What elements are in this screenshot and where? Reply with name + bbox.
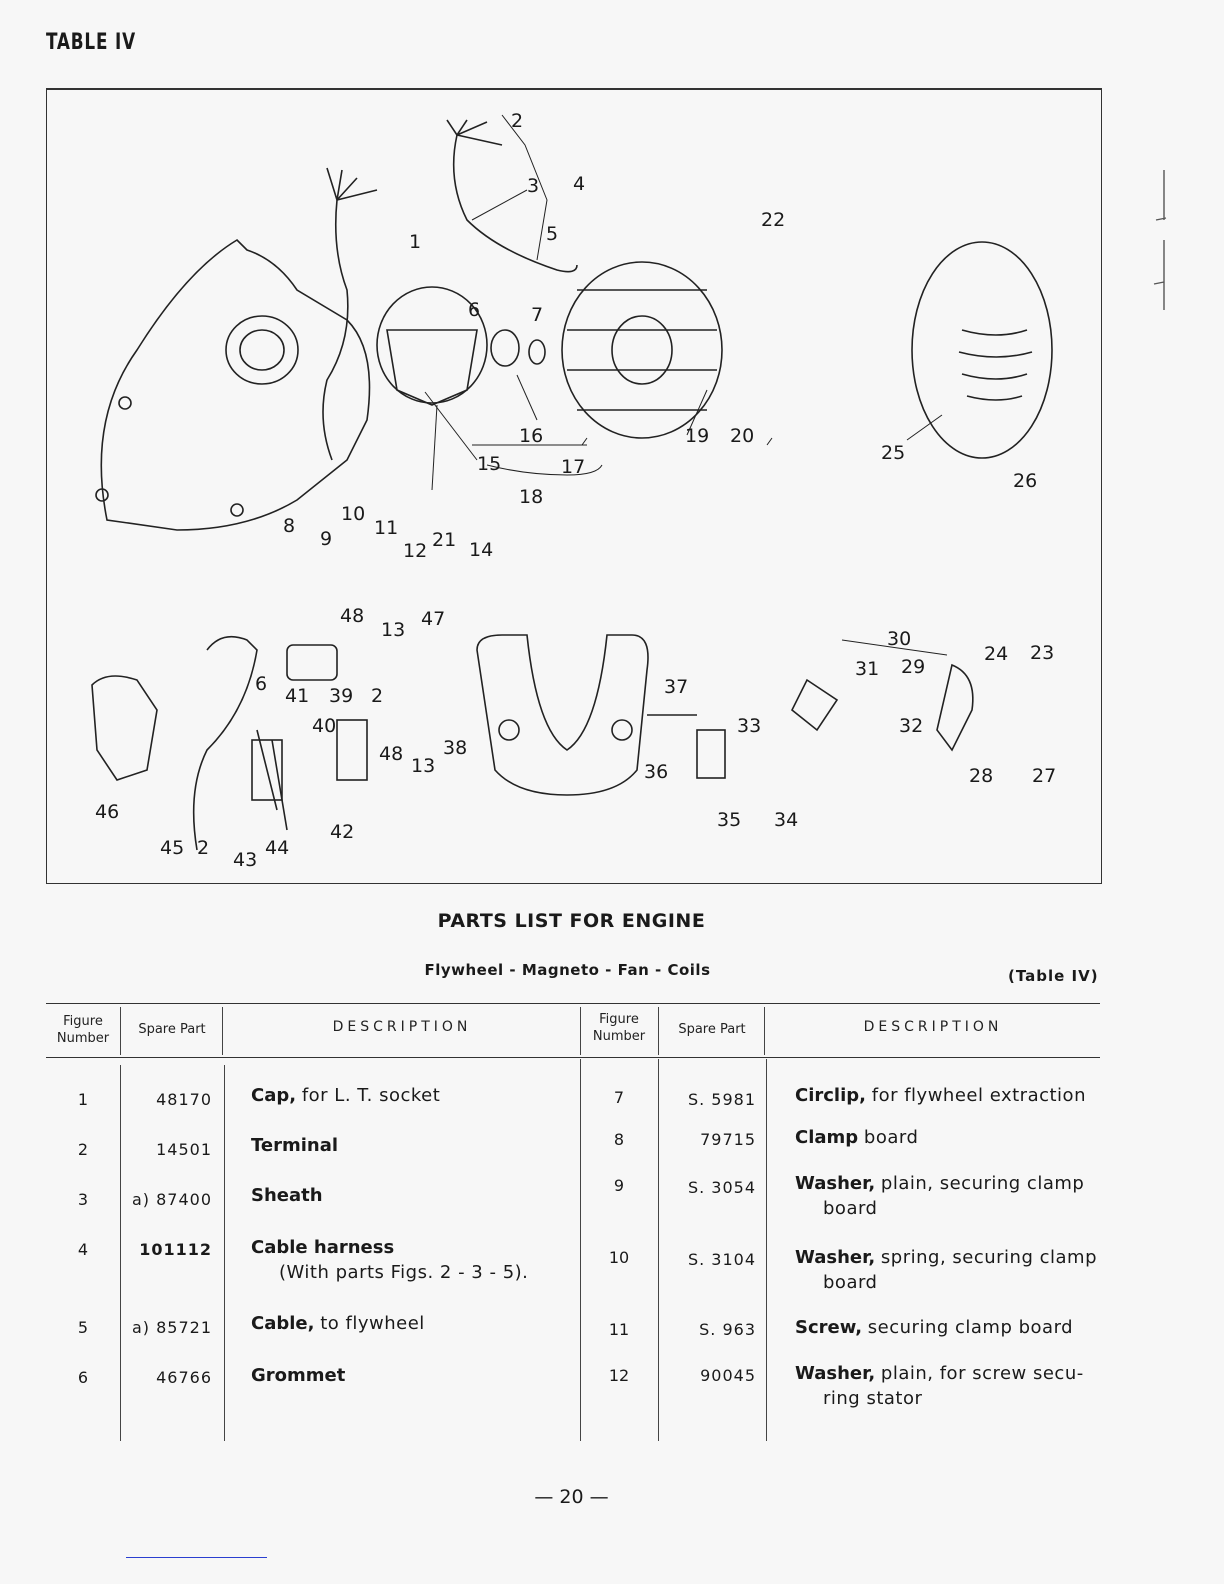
part-detail-continued: board [823, 1198, 878, 1219]
figure-number: 9 [613, 1176, 625, 1195]
callout-1: 1 [409, 231, 422, 253]
callout-6: 6 [468, 299, 481, 321]
part-description [795, 1125, 1100, 1150]
callout-30: 30 [887, 628, 912, 650]
part-name: Clamp [795, 1127, 859, 1148]
callout-44: 44 [265, 837, 290, 859]
part-detail: spring, securing clamp [880, 1247, 1097, 1268]
header-figure-label: Figure [599, 1012, 639, 1027]
callout-14: 14 [469, 539, 494, 561]
col-rule [224, 1065, 225, 1441]
callout-28: 28 [969, 765, 994, 787]
callout-19: 19 [685, 425, 710, 447]
parts-table [46, 1003, 1100, 1443]
callout-13a: 13 [381, 619, 406, 641]
callout-11: 11 [374, 517, 399, 539]
part-name: Terminal [251, 1135, 339, 1156]
magneto-horseshoe [477, 635, 648, 795]
table-label: TABLE IV [46, 30, 137, 55]
part-description [251, 1133, 571, 1158]
diagram-drawing [47, 90, 1101, 883]
figure-number: 2 [77, 1140, 89, 1159]
callout-41: 41 [285, 685, 310, 707]
callout-7: 7 [531, 304, 544, 326]
page-number: — 20 — [534, 1486, 609, 1508]
callout-45: 45 [160, 837, 185, 859]
footer-link-underline [126, 1557, 267, 1558]
col-rule [580, 1059, 581, 1441]
figure-number: 6 [77, 1368, 89, 1387]
callout-3: 3 [527, 175, 540, 197]
callout-17: 17 [561, 456, 586, 478]
table-reference: (Table IV) [1008, 967, 1099, 985]
col-rule [120, 1065, 121, 1441]
callout-6b: 6 [255, 673, 268, 695]
part-name: Cable harness [251, 1237, 395, 1258]
callout-37: 37 [664, 676, 689, 698]
callout-24: 24 [984, 643, 1009, 665]
callout-29: 29 [901, 656, 926, 678]
header-description-left: DESCRIPTION [332, 1019, 472, 1035]
callout-2: 2 [511, 110, 524, 132]
spare-part-number: S. 5981 [687, 1090, 756, 1109]
callout-42: 42 [330, 821, 355, 843]
callout-40: 40 [312, 715, 337, 737]
col-rule [764, 1007, 765, 1055]
part-detail: to flywheel [320, 1313, 425, 1334]
part-detail-continued: ring stator [823, 1388, 923, 1409]
spare-part-number: a) 85721 [131, 1318, 212, 1337]
part-name: Cable, [251, 1313, 315, 1334]
part-name: Grommet [251, 1365, 346, 1386]
part-detail: plain, for screw secu- [880, 1363, 1084, 1384]
diagram-linework [92, 115, 1055, 850]
figure-number: 10 [608, 1248, 630, 1267]
callout-39: 39 [329, 685, 354, 707]
header-figure-label: Figure [63, 1014, 103, 1029]
callout-15: 15 [477, 453, 502, 475]
callout-38: 38 [443, 737, 468, 759]
header-figure-number-right [580, 1011, 658, 1045]
callout-34: 34 [774, 809, 799, 831]
figure-number: 7 [613, 1088, 625, 1107]
table-top-rule [46, 1003, 1100, 1004]
part-description [251, 1235, 571, 1285]
callout-25: 25 [881, 442, 906, 464]
part-description [795, 1245, 1100, 1295]
spare-part-number: 101112 [139, 1240, 212, 1259]
part-description [251, 1363, 571, 1388]
harness-wires [323, 200, 348, 460]
figure-number: 12 [608, 1366, 630, 1385]
spare-part-number: 14501 [156, 1140, 212, 1159]
ignition-coil-bracket [92, 676, 157, 780]
part-detail-continued: board [823, 1272, 878, 1293]
part-name: Cap, [251, 1085, 297, 1106]
parts-list-title: PARTS LIST FOR ENGINE [437, 910, 706, 932]
spare-part-number: S. 3104 [687, 1250, 756, 1269]
figure-number: 4 [77, 1240, 89, 1259]
callout-20: 20 [730, 425, 755, 447]
header-spare-part-left: Spare Part [138, 1022, 206, 1037]
part-description [251, 1311, 571, 1336]
part-name: Circlip, [795, 1085, 866, 1106]
callout-43: 43 [233, 849, 258, 871]
callout-31: 31 [855, 658, 880, 680]
callout-4: 4 [573, 173, 586, 195]
part-detail: board [863, 1127, 919, 1148]
part-name: Screw, [795, 1317, 863, 1338]
callout-5: 5 [546, 223, 559, 245]
part-description [795, 1315, 1100, 1340]
callout-2c: 2 [197, 837, 210, 859]
callout-21: 21 [432, 529, 457, 551]
callout-8: 8 [283, 515, 296, 537]
part-description [795, 1083, 1100, 1108]
col-rule [766, 1059, 767, 1441]
callout-labels [95, 110, 1056, 871]
header-number-label: Number [56, 1031, 110, 1046]
callout-33: 33 [737, 715, 762, 737]
part-name: Washer, [795, 1363, 876, 1384]
callout-9: 9 [320, 528, 333, 550]
flywheel-fan [562, 262, 722, 438]
callout-46: 46 [95, 801, 120, 823]
part-name: Sheath [251, 1185, 323, 1206]
part-name: Washer, [795, 1247, 876, 1268]
callout-23: 23 [1030, 642, 1055, 664]
crankcase-bore [226, 316, 298, 384]
parts-list-subtitle: Flywheel - Magneto - Fan - Coils [424, 961, 711, 979]
spare-part-number: 90045 [700, 1366, 756, 1385]
callout-35: 35 [717, 809, 742, 831]
crankcase-cover-shape [101, 240, 369, 530]
part-description [251, 1183, 571, 1208]
header-spare-part-right: Spare Part [678, 1022, 746, 1037]
callout-2b: 2 [371, 685, 384, 707]
callout-27: 27 [1032, 765, 1057, 787]
callout-18: 18 [519, 486, 544, 508]
callout-47: 47 [421, 608, 446, 630]
part-detail: (With parts Figs. 2 - 3 - 5). [279, 1262, 529, 1283]
scan-margin-marks [1140, 160, 1180, 540]
part-detail: plain, securing clamp [880, 1173, 1085, 1194]
spare-part-number: S. 963 [699, 1320, 756, 1339]
spare-part-number: 79715 [700, 1130, 756, 1149]
callout-13b: 13 [411, 755, 436, 777]
spare-part-number: S. 3054 [687, 1178, 756, 1197]
callout-36: 36 [644, 761, 669, 783]
part-name: Washer, [795, 1173, 876, 1194]
col-rule [222, 1007, 223, 1055]
callout-32: 32 [899, 715, 924, 737]
table-header-rule [46, 1057, 1100, 1058]
callout-12: 12 [403, 540, 428, 562]
callout-48b: 48 [379, 743, 404, 765]
exploded-parts-diagram [46, 88, 1102, 884]
col-rule [120, 1007, 121, 1055]
col-rule [658, 1059, 659, 1441]
callout-22: 22 [761, 209, 786, 231]
figure-number: 8 [613, 1130, 625, 1149]
part-detail: for flywheel extraction [871, 1085, 1086, 1106]
part-description [251, 1083, 571, 1108]
header-number-label: Number [592, 1029, 646, 1044]
callout-26: 26 [1013, 470, 1038, 492]
col-rule [658, 1007, 659, 1055]
part-detail: securing clamp board [867, 1317, 1074, 1338]
spare-part-number: 46766 [156, 1368, 212, 1387]
callout-10: 10 [341, 503, 366, 525]
part-description [795, 1361, 1100, 1411]
header-figure-number-left [46, 1013, 120, 1047]
figure-number: 3 [77, 1190, 89, 1209]
spare-part-number: a) 87400 [131, 1190, 212, 1209]
spare-part-number: 48170 [156, 1090, 212, 1109]
callout-16: 16 [519, 425, 544, 447]
figure-number: 11 [608, 1320, 630, 1339]
callout-48a: 48 [340, 605, 365, 627]
figure-number: 5 [77, 1318, 89, 1337]
fan-cover [912, 242, 1052, 458]
part-detail: for L. T. socket [301, 1085, 441, 1106]
part-description [795, 1171, 1100, 1221]
figure-number: 1 [77, 1090, 89, 1109]
header-description-right: DESCRIPTION [863, 1019, 1003, 1035]
